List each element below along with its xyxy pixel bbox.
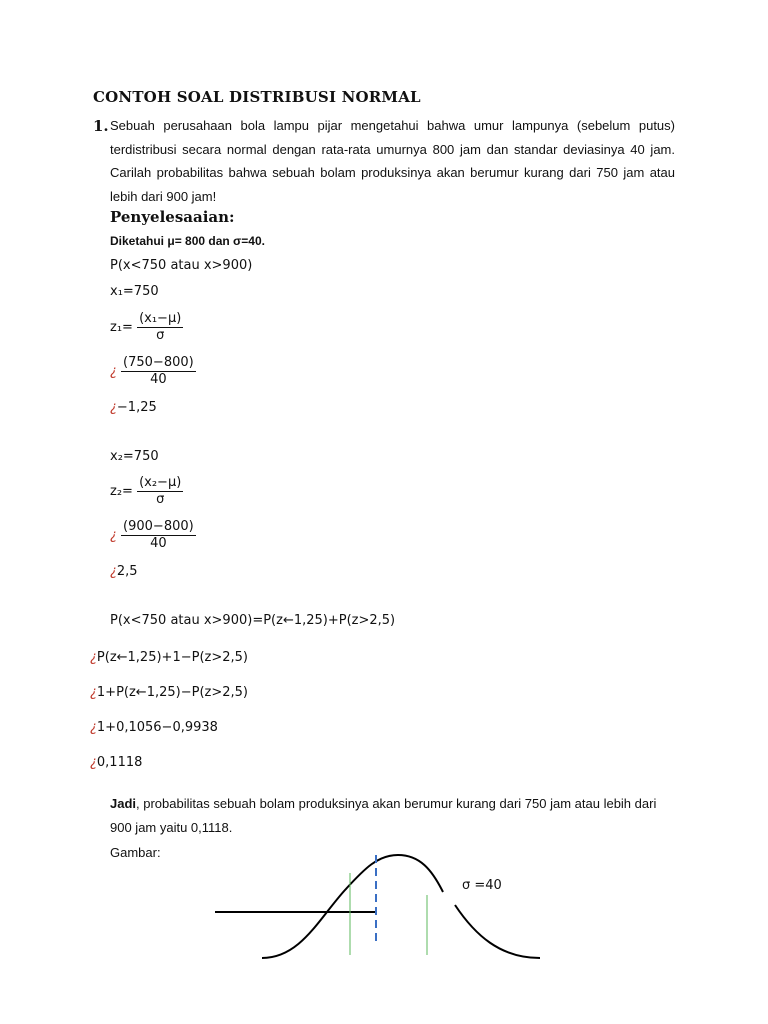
marker-glyph: ¿: [110, 364, 117, 379]
marker-glyph: ¿: [90, 650, 97, 665]
z1-sub-denominator: 40: [150, 372, 167, 387]
z2-lhs: z₂=: [110, 484, 133, 499]
z1-result: −1,25: [116, 400, 157, 415]
marker-glyph: ¿: [90, 720, 97, 735]
marker-glyph: ¿: [110, 528, 117, 543]
figure-caption: Gambar:: [110, 845, 161, 860]
problem-number: 1.: [93, 117, 109, 135]
step-4-text: 0,1118: [96, 755, 143, 770]
z2-denominator: σ: [156, 492, 165, 507]
z2-sub-denominator: 40: [150, 536, 167, 551]
step-1-text: P(z←1,25)+1−P(z>2,5): [96, 650, 248, 665]
z1-denominator: σ: [156, 328, 165, 343]
problem-text: Sebuah perusahaan bola lampu pijar mengetahui bahwa umur lampunya (sebelum putus) terdistribusi secara normal dengan rata-rata umurnya 800 jam dan standar deviasinya 40 jam. Carilah probabilitas bahwa sebuah bolam produksinya akan berumur kurang dari 750 jam atau lebih dari 900 jam!: [110, 118, 675, 204]
step-2-text: 1+P(z←1,25)−P(z>2,5): [96, 685, 248, 700]
z2-sub-numerator: (900−800): [123, 519, 194, 534]
sigma-label: σ =40: [462, 878, 502, 893]
solution-heading: Penyelesaaian:: [110, 208, 235, 226]
step-3-text: 1+0,1056−0,9938: [96, 720, 218, 735]
bell-curve-right: [455, 905, 540, 958]
marker-glyph: ¿: [90, 685, 97, 700]
marker-glyph: ¿: [90, 755, 97, 770]
marker-glyph: ¿: [110, 400, 117, 415]
combined-probability: P(x<750 atau x>900)=P(z←1,25)+P(z>2,5): [110, 613, 396, 628]
document-title: CONTOH SOAL DISTRIBUSI NORMAL: [93, 88, 421, 106]
z2-result: 2,5: [116, 564, 138, 579]
z1-sub-numerator: (750−800): [123, 355, 194, 370]
conclusion-text: , probabilitas sebuah bolam produksinya akan berumur kurang dari 750 jam atau lebih dari 900 jam yaitu 0,1118.: [110, 796, 657, 835]
probability-statement: P(x<750 atau x>900): [110, 258, 253, 273]
given-values: Diketahui μ= 800 dan σ=40.: [110, 234, 265, 248]
x1-definition: x₁=750: [110, 284, 159, 299]
z1-lhs: z₁=: [110, 320, 133, 335]
z1-numerator: (x₁−μ): [139, 311, 182, 326]
z2-numerator: (x₂−μ): [139, 475, 182, 490]
bell-curve-left: [262, 855, 443, 958]
marker-glyph: ¿: [110, 564, 117, 579]
x2-definition: x₂=750: [110, 449, 159, 464]
conclusion-bold: Jadi: [110, 796, 137, 811]
